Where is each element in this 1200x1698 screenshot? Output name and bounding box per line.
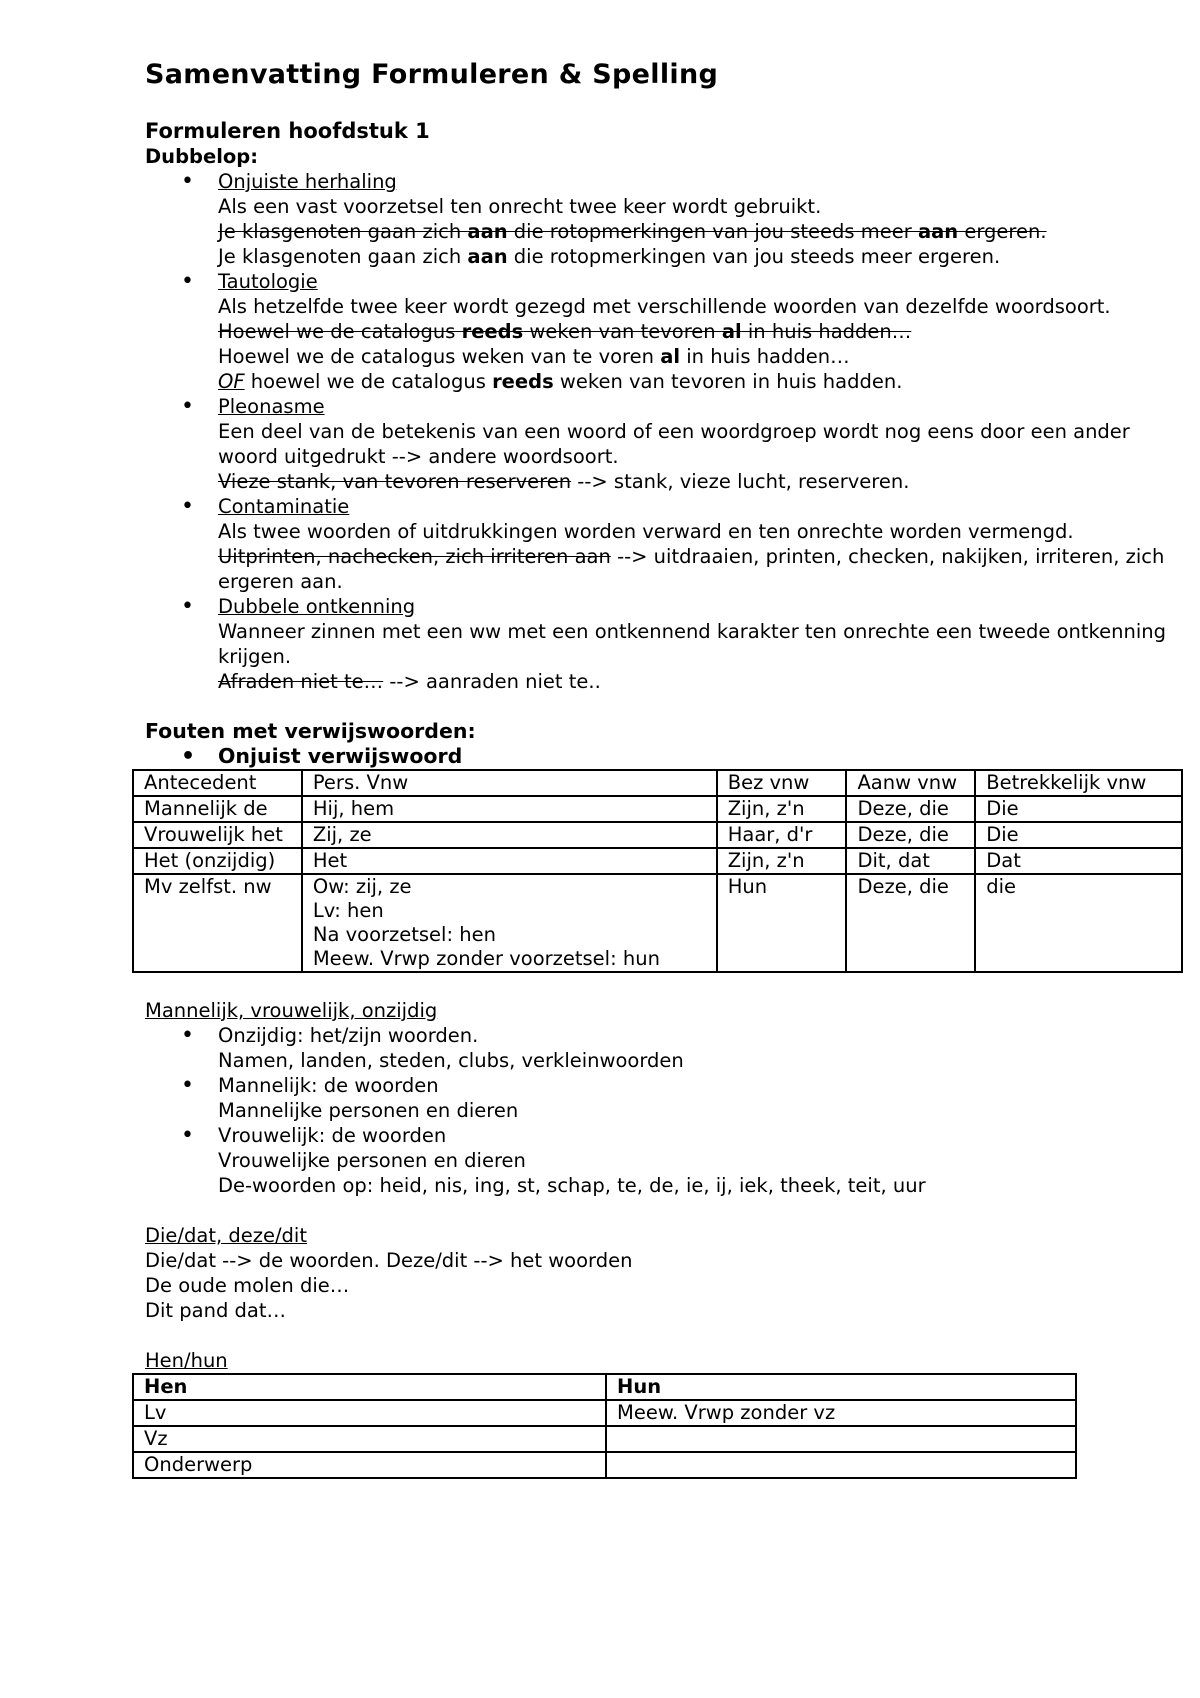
right-example: --> stank, vieze lucht, reserveren. [571, 470, 910, 493]
table-row [133, 822, 1182, 848]
text: hoewel we de catalogus [244, 370, 493, 393]
table-row [133, 848, 1182, 874]
example [218, 544, 1175, 594]
right-example: --> aanraden niet te.. [383, 670, 601, 693]
subheading-verwijswoorden: Fouten met verwijswoorden: [145, 719, 476, 743]
section-heading-geslacht: Mannelijk, vrouwelijk, onzijdig [145, 999, 438, 1022]
document-page [145, 58, 1175, 1479]
wrong-example: Uitprinten, nachecken, zich irriteren aan [218, 545, 611, 568]
text: in huis hadden… [741, 320, 912, 343]
table-cell: Het [302, 848, 717, 874]
item-line: Mannelijke personen en dieren [218, 1099, 519, 1122]
definition: Een deel van de betekenis van een woord of een woordgroep wordt nog eens door een ander woord uitgedrukt --> andere woordsoort. [218, 420, 1130, 468]
table-header-cell: Antecedent [133, 770, 302, 796]
text: Je klasgenoten gaan zich [218, 245, 468, 268]
definition: Als hetzelfde twee keer wordt gezegd met verschillende woorden van dezelfde woordsoort. [218, 295, 1111, 318]
text: Je klasgenoten gaan zich [218, 220, 468, 243]
geslacht-list [145, 1023, 1175, 1198]
table-cell: Onderwerp [133, 1452, 606, 1478]
text-line: Dit pand dat… [145, 1299, 287, 1322]
text-bold: aan [917, 220, 959, 243]
table-cell: Mannelijk de [133, 796, 302, 822]
text: in huis hadden… [680, 345, 850, 368]
list-item-vrouwelijk [145, 1123, 1175, 1198]
wrong-example [218, 219, 1175, 244]
table-cell: Dit, dat [846, 848, 975, 874]
cell-line: Na voorzetsel: hen [312, 923, 496, 946]
right-example [218, 344, 1175, 369]
table-header-cell: Betrekkelijk vnw [975, 770, 1182, 796]
definition: Als twee woorden of uitdrukkingen worden verward en ten onrechte worden vermengd. [218, 520, 1074, 543]
table-cell: Die [975, 796, 1182, 822]
item-line: Vrouwelijke personen en dieren [218, 1149, 526, 1172]
list-item-contaminatie [145, 494, 1175, 594]
table-cell: Het (onzijdig) [133, 848, 302, 874]
table-cell: Lv [133, 1400, 606, 1426]
table-header-cell: Hen [133, 1374, 606, 1400]
text: weken van tevoren in huis hadden. [553, 370, 903, 393]
subheading-dubbelop: Dubbelop: [145, 145, 259, 168]
table-cell: Mv zelfst. nw [133, 874, 302, 972]
document-title: Samenvatting Formuleren & Spelling [145, 59, 719, 90]
text-line: De oude molen die… [145, 1274, 350, 1297]
table-row [133, 796, 1182, 822]
table-cell: Dat [975, 848, 1182, 874]
right-example-alt [218, 369, 1175, 394]
text: weken van tevoren [523, 320, 722, 343]
wrong-example: Vieze stank, van tevoren reserveren [218, 470, 572, 493]
list-item-tautologie [145, 269, 1175, 394]
right-example [218, 244, 1175, 269]
text-or: OF [218, 370, 245, 393]
table-cell: Hun [717, 874, 847, 972]
table-cell [606, 1452, 1076, 1478]
table-cell: Zijn, z'n [717, 796, 847, 822]
term: • Contaminatie [218, 495, 350, 518]
list-item-onzijdig [145, 1023, 1175, 1073]
section-heading-die-dat: Die/dat, deze/dit [145, 1224, 307, 1247]
item-line: Namen, landen, steden, clubs, verkleinwoorden [218, 1049, 684, 1072]
text-bold: reeds [461, 320, 524, 343]
table-cell: Meew. Vrwp zonder vz [606, 1400, 1076, 1426]
term: • Pleonasme [218, 395, 325, 418]
table-header-row [133, 770, 1182, 796]
table-cell: Hij, hem [302, 796, 717, 822]
table-header-cell: Hun [606, 1374, 1076, 1400]
spacer [145, 694, 1175, 719]
wrong-example: Afraden niet te… [218, 670, 384, 693]
list-item-pleonasme [145, 394, 1175, 494]
list-item-onjuiste-herhaling [145, 169, 1175, 269]
section-heading-hen-hun: Hen/hun [145, 1349, 228, 1372]
text-line: Die/dat --> de woorden. Deze/dit --> het woorden [145, 1249, 633, 1272]
verwijswoord-table [132, 769, 1183, 973]
text-bold: al [721, 320, 742, 343]
table-cell: Deze, die [846, 822, 975, 848]
table-header-cell: Aanw vnw [846, 770, 975, 796]
cell-line: Lv: hen [312, 899, 384, 922]
table-cell: Zij, ze [302, 822, 717, 848]
table-cell [302, 874, 717, 972]
item-line: • Mannelijk: de woorden [218, 1074, 439, 1097]
list-item-onjuist-verwijswoord: • Onjuist verwijswoord [145, 744, 1175, 769]
table-row [133, 874, 1182, 972]
text-bold: aan [467, 220, 508, 243]
table-header-cell: Pers. Vnw [302, 770, 717, 796]
table-cell [606, 1426, 1076, 1452]
text-bold: reeds [492, 370, 554, 393]
item-line: • Vrouwelijk: de woorden [218, 1124, 447, 1147]
definition: Als een vast voorzetsel ten onrecht twee keer wordt gebruikt. [218, 195, 822, 218]
table-row [133, 1452, 1076, 1478]
table-cell: Deze, die [846, 874, 975, 972]
term: • Dubbele ontkenning [218, 595, 416, 618]
table-row [133, 1400, 1076, 1426]
dubbelop-list [145, 169, 1175, 694]
text: Hoewel we de catalogus [218, 320, 462, 343]
item-line: De-woorden op: heid, nis, ing, st, schap, te, de, ie, ij, iek, theek, teit, uur [218, 1174, 926, 1197]
table-cell: Haar, d'r [717, 822, 847, 848]
table-cell: Zijn, z'n [717, 848, 847, 874]
term: • Tautologie [218, 270, 318, 293]
table-header-row [133, 1374, 1076, 1400]
cell-line: Ow: zij, ze [312, 875, 412, 898]
text: ergeren. [958, 220, 1047, 243]
definition: Wanneer zinnen met een ww met een ontkennend karakter ten onrechte een tweede ontkenning krijgen. [218, 620, 1167, 668]
text: Hoewel we de catalogus weken van te voren [218, 345, 661, 368]
item-line: • Onzijdig: het/zijn woorden. [218, 1024, 479, 1047]
hen-hun-table [132, 1373, 1077, 1479]
right-example: --> uitdraaien, printen, checken, nakijken, irriteren, zich ergeren aan. [218, 545, 1165, 593]
wrong-example [218, 319, 1175, 344]
section-heading-formuleren: Formuleren hoofdstuk 1 [145, 119, 430, 143]
example [218, 469, 1175, 494]
term: • Onjuiste herhaling [218, 170, 397, 193]
table-cell: Vrouwelijk het [133, 822, 302, 848]
text: die rotopmerkingen van jou steeds meer [507, 220, 918, 243]
text-bold: al [660, 345, 681, 368]
table-cell: die [975, 874, 1182, 972]
verwijswoord-list [145, 744, 1175, 769]
spacer [145, 1323, 1175, 1348]
example [218, 669, 1175, 694]
table-cell: Deze, die [846, 796, 975, 822]
cell-line: Meew. Vrwp zonder voorzetsel: hun [312, 947, 660, 970]
list-item-mannelijk [145, 1073, 1175, 1123]
table-cell: Die [975, 822, 1182, 848]
text-bold: aan [467, 245, 508, 268]
table-row [133, 1426, 1076, 1452]
table-header-cell: Bez vnw [717, 770, 847, 796]
table-cell: Vz [133, 1426, 606, 1452]
text: die rotopmerkingen van jou steeds meer ergeren. [507, 245, 1001, 268]
spacer [145, 1198, 1175, 1223]
list-item-dubbele-ontkenning [145, 594, 1175, 694]
spacer [145, 973, 1175, 998]
